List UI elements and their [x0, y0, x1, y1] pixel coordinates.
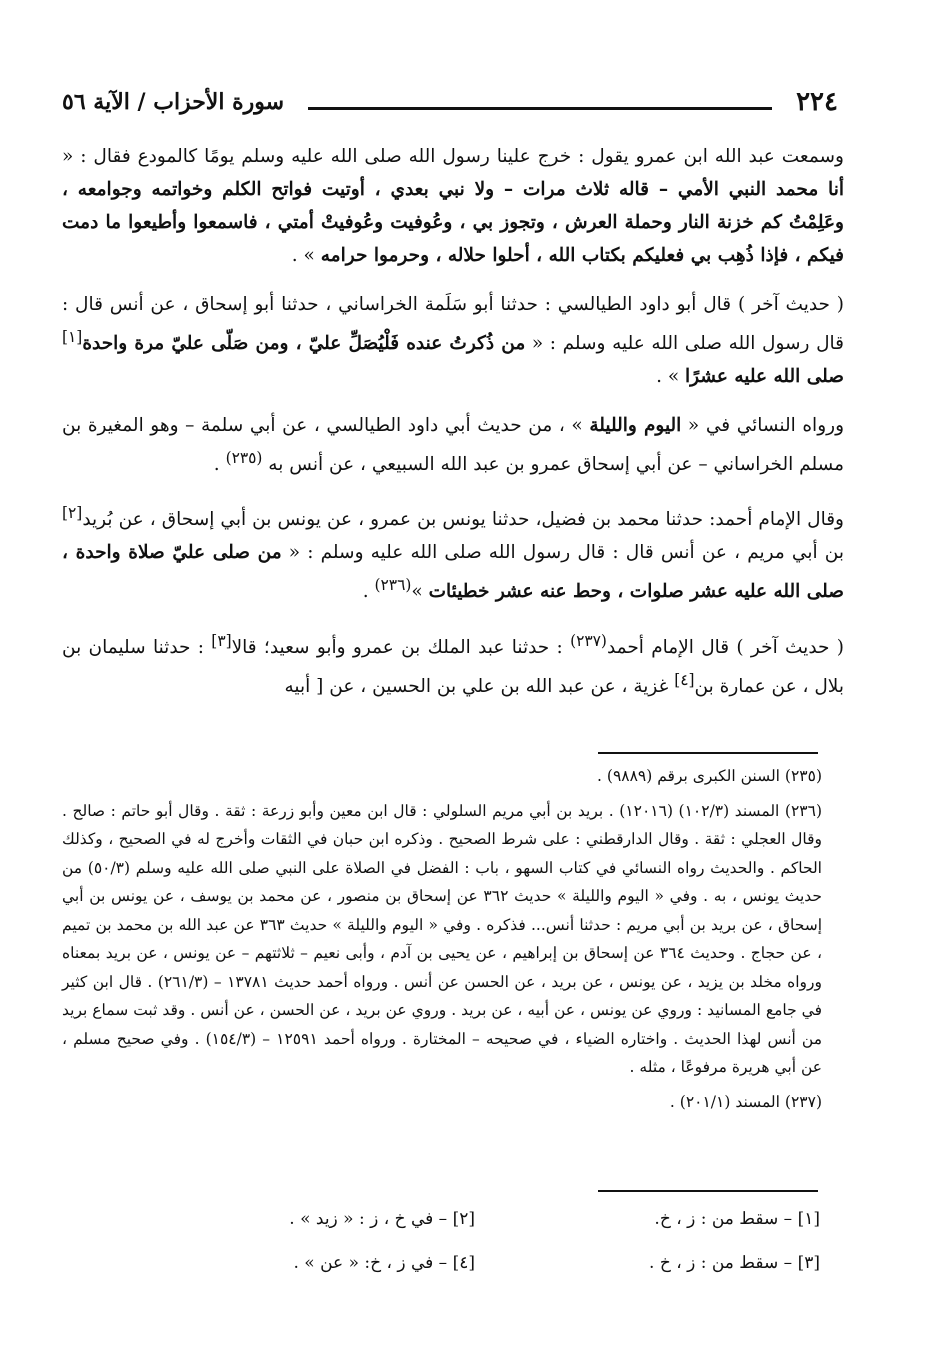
text-run: » . — [291, 245, 321, 266]
text-run: غزية ، عن عبد الله بن علي بن الحسين ، عن [ أبيه — [284, 675, 675, 697]
paragraph — [62, 497, 844, 608]
note-marker: [٣] — [211, 631, 232, 650]
text-run: ورواه النسائي في « — [681, 415, 844, 437]
paragraph — [62, 140, 844, 272]
main-text — [62, 140, 844, 719]
footnotes — [62, 762, 822, 1122]
footnote: (٢٣٥) السنن الكبرى برقم (٩٨٨٩) . — [597, 767, 822, 785]
paragraph — [62, 288, 844, 393]
book-title: اليوم والليلة — [589, 415, 682, 437]
footnote: (٢٣٦) المسند (١٠٢/٣) (١٢٠١٦) . بريد بن أبي مريم السلولي : قال ابن معين وأبو زرعة : ثقة . وقال أبو حاتم : صالح . وقال العجلي : ثقة . وقال الدارقطني : على شرط الصحيح . وذكره ابن حبان في الثقات وأخرج له في الصحيح ، وكذلك الحاكم . والحديث رواه النسائي في كتاب السهو ، باب : الفضل في الصلاة على النبي صلى الله عليه وسلم (٥٠/٣) من حديث يونس ، به . وفي « اليوم والليلة » حديث ٣٦٢ عن إسحاق بن منصور ، عن محمد بن يوسف ، عن يونس بن أبي إسحاق ، عن بريد بن أبي مريم : حدثنا أنس... فذكره . وفي « اليوم والليلة » حديث ٣٦٣ عن عبد الله بن محمد بن تميم ، عن حجاج . وحديث ٣٦٤ عن إسحاق بن إبراهيم ، عن يحيى بن آدم ، وأبى نعيم – ثلاثتهم – عن يونس ، عن بريد بمعناه ورواه مخلد بن يزيد ، عن يونس ، عن بريد ، عن الحسن عن أنس . ورواه أحمد حديث ١٣٧٨١ – (٢٦١/٣) . قال ابن كثير في جامع المسانيد : وروي عن يونس ، عن أبيه ، عن بريد . وروي عن بريد ، عن الحسن ، عن أنس . وقد ثبت سماع بريد من أنس لهذا الحديث . واختاره الضياء ، في صحيحه – المختارة . ورواه أحمد ١٢٥٩١ – (١٥٤/٣) . وفي صحيح مسلم ، عن أبي هريرة مرفوعًا ، مثله . — [62, 801, 823, 1076]
text-notes-separator — [598, 1190, 818, 1192]
text-run: » ، من حديث أبي داود الطيالسي ، عن أبي سلمة – وهو المغيرة بن مسلم الخراساني – عن أبي إسحاق عمرو بن عبد الله السبيعي ، عن أنس به — [62, 415, 844, 476]
page-header — [62, 84, 838, 120]
footnote-marker: (٢٣٦) — [374, 576, 412, 595]
text-run: . — [213, 454, 226, 476]
hadith-text: من ذُكرتُ عنده فَلْيُصَلِّ عليّ ، ومن صَلّى عليّ مرة واحدة — [82, 333, 526, 355]
text-run: : حدثنا عبد الملك بن عمرو وأبو سعيد؛ قالا — [231, 636, 571, 658]
text-run: وقال الإمام أحمد: حدثنا محمد بن فضيل، حدثنا يونس بن عمرو ، عن يونس بن أبي إسحاق ، عن بُريد — [82, 509, 844, 531]
paragraph — [62, 409, 844, 481]
hadith-text: صلى الله عليه عشرًا — [685, 366, 844, 388]
running-title: سورة الأحزاب / الآية ٥٦ — [62, 89, 285, 115]
paragraph — [62, 625, 844, 703]
hadith-text: من صلى عليّ صلاة واحدة ، صلى الله عليه عشر صلوات ، وحط عنه عشر خطيئات — [62, 542, 844, 603]
footnote-marker: (٢٣٥) — [225, 449, 263, 468]
hadith-text: أنا محمد النبي الأمي – قاله ثلاث مرات – ولا نبي بعدي ، أوتيت فواتح الكلم وخواتمه وجوامعه ، وعَلِمْتُ كم خزنة النار وحملة العرش ، وتجوز بي ، وعُوفيت وعُوفيتْ أمتي ، فاسمعوا وأطيعوا ما دمت فيكم ، فإذا ذُهِب بي فعليكم بكتاب الله ، أحلوا حلاله ، وحرموا حرامه — [62, 179, 844, 266]
text-run: وسمعت عبد الله ابن عمرو يقول : خرج علينا رسول الله صلى الله عليه وسلم يومًا كالمودع فقال : « — [62, 146, 844, 167]
header-rule — [308, 107, 772, 110]
footnote-separator — [598, 752, 818, 754]
footnote-marker: (٢٣٧) — [570, 631, 607, 650]
text-notes — [130, 1206, 820, 1276]
text-note: [٢] – في خ ، ز : « زيد » . — [289, 1209, 475, 1229]
text-note: [١] – سقط من : ز ، خ. — [654, 1209, 820, 1229]
note-marker: [٤] — [674, 670, 695, 689]
footnote: (٢٣٧) المسند (٢٠١/١) . — [669, 1092, 822, 1111]
page-number: ٢٢٤ — [796, 87, 838, 117]
note-marker: [٢] — [62, 504, 83, 523]
text-run: ( حديث آخر ) قال الإمام أحمد — [606, 636, 844, 658]
text-run: ( حديث آخر ) قال أبو داود الطيالسي : حدثنا أبو سَلَمة الخراساني ، حدثنا أبو إسحاق ، عن أنس قال : قال رسول الله صلى الله عليه وسلم : « — [62, 294, 844, 355]
note-marker: [١] — [62, 328, 83, 346]
text-run: » — [411, 581, 429, 603]
text-run: . — [362, 581, 375, 603]
text-run: » . — [656, 366, 686, 388]
text-note: [٤] – في ز ، خ: « عن » . — [293, 1253, 475, 1273]
text-run: : حدثنا سليمان بن بلال ، عن عمارة بن — [62, 636, 844, 697]
text-run: بن أبي مريم ، عن أنس قال : قال رسول الله صلى الله عليه وسلم : « — [281, 542, 844, 564]
text-note: [٣] – سقط من : ز ، خ . — [649, 1253, 820, 1273]
